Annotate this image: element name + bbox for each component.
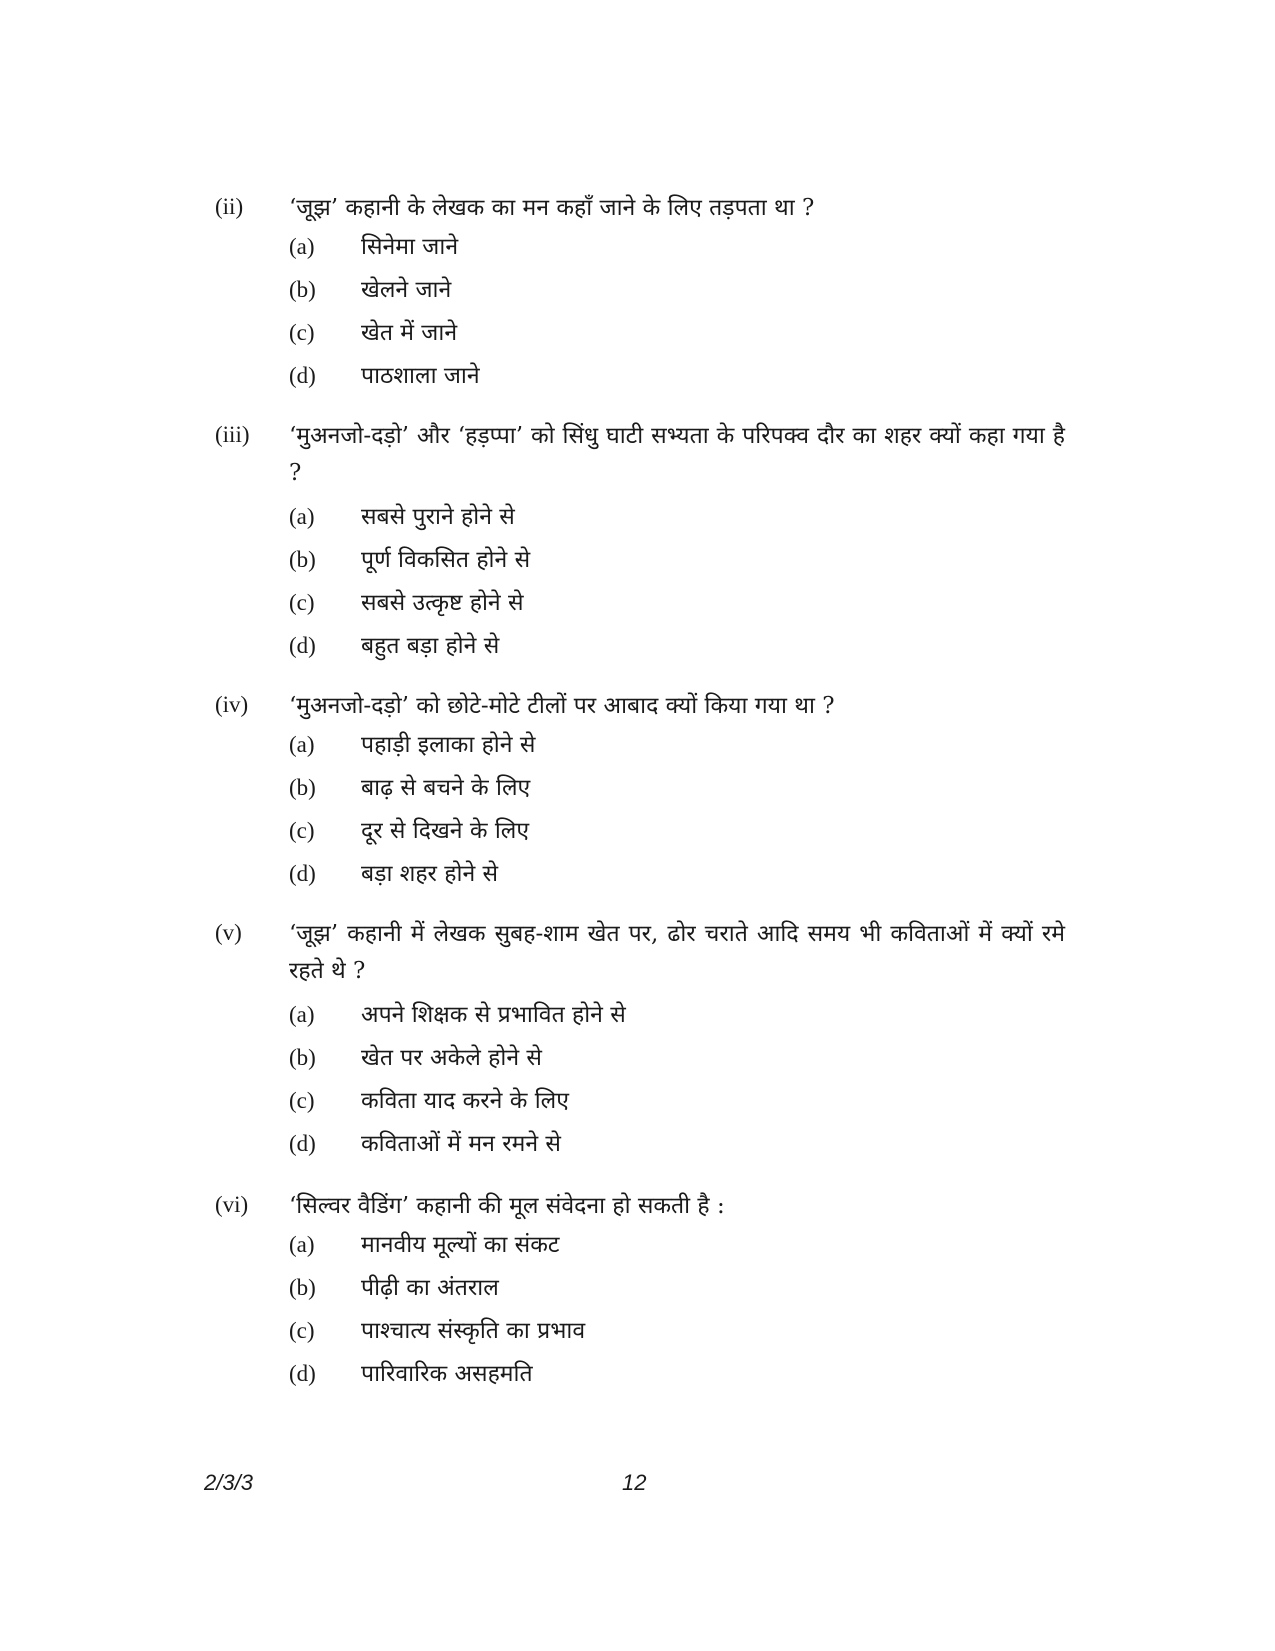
paper-code: 2/3/3 (204, 1470, 253, 1495)
option-text: पहाड़ी इलाका होने से (361, 732, 536, 758)
option-label: (d) (289, 1361, 316, 1386)
option-list (289, 728, 989, 900)
option-b (289, 1041, 989, 1084)
option-label: (c) (289, 1088, 315, 1113)
option-a (289, 500, 989, 543)
question-text: ‘मुअनजो-दड़ो’ और ‘हड़प्पा’ को सिंधु घाटी सभ्यता के परिपक्व दौर का शहर क्यों कहा गया है ? (289, 423, 1065, 486)
option-list (289, 1228, 989, 1400)
option-label: (a) (289, 504, 315, 529)
option-text: पारिवारिक असहमति (361, 1361, 533, 1387)
option-text: पीढ़ी का अंतराल (361, 1275, 499, 1301)
option-label: (c) (289, 818, 315, 843)
option-c (289, 316, 989, 359)
option-text: सबसे पुराने होने से (361, 504, 515, 530)
question-number: (vi) (215, 1192, 249, 1217)
option-list (289, 998, 989, 1170)
option-text: पाठशाला जाने (361, 363, 480, 389)
option-label: (a) (289, 732, 315, 757)
question-number: (iv) (215, 692, 249, 717)
option-label: (b) (289, 775, 316, 800)
option-text: कविताओं में मन रमने से (361, 1131, 561, 1157)
question-text: ‘मुअनजो-दड़ो’ को छोटे-मोटे टीलों पर आबाद क्यों किया गया था ? (289, 693, 835, 719)
option-label: (b) (289, 1275, 316, 1300)
option-text: सिनेमा जाने (361, 234, 459, 260)
option-label: (b) (289, 1045, 316, 1070)
option-label: (b) (289, 277, 316, 302)
question-text: ‘जूझ’ कहानी के लेखक का मन कहाँ जाने के लिए तड़पता था ? (289, 195, 815, 221)
option-text: बड़ा शहर होने से (361, 861, 499, 887)
option-c (289, 1084, 989, 1127)
option-list (289, 500, 989, 672)
option-text: सबसे उत्कृष्ट होने से (361, 590, 524, 616)
option-text: खेलने जाने (361, 277, 452, 303)
option-label: (a) (289, 1232, 315, 1257)
option-label: (d) (289, 861, 316, 886)
option-label: (c) (289, 590, 315, 615)
option-text: बहुत बड़ा होने से (361, 633, 500, 659)
option-b (289, 543, 989, 586)
option-text: पाश्चात्य संस्कृति का प्रभाव (361, 1318, 586, 1344)
option-list (289, 230, 989, 402)
question-text: ‘जूझ’ कहानी में लेखक सुबह-शाम खेत पर, ढोर चराते आदि समय भी कविताओं में क्यों रमे रहते थे ? (289, 921, 1065, 984)
option-text: बाढ़ से बचने के लिए (361, 775, 531, 801)
option-text: अपने शिक्षक से प्रभावित होने से (361, 1002, 626, 1028)
question-number: (iii) (215, 422, 250, 447)
option-label: (d) (289, 633, 316, 658)
option-c (289, 586, 989, 629)
question-number: (ii) (215, 194, 244, 219)
option-a (289, 728, 989, 771)
option-text: खेत में जाने (361, 320, 458, 346)
option-c (289, 1314, 989, 1357)
option-label: (c) (289, 1318, 315, 1343)
option-b (289, 273, 989, 316)
option-d (289, 629, 989, 672)
option-text: पूर्ण विकसित होने से (361, 547, 531, 573)
option-text: खेत पर अकेले होने से (361, 1045, 542, 1071)
option-label: (d) (289, 1131, 316, 1156)
option-text: मानवीय मूल्यों का संकट (361, 1232, 560, 1258)
option-d (289, 1357, 989, 1400)
option-a (289, 1228, 989, 1271)
option-text: दूर से दिखने के लिए (361, 818, 530, 844)
option-label: (d) (289, 363, 316, 388)
option-d (289, 857, 989, 900)
option-label: (b) (289, 547, 316, 572)
option-label: (c) (289, 320, 315, 345)
option-a (289, 230, 989, 273)
option-d (289, 1127, 989, 1170)
option-c (289, 814, 989, 857)
option-text: कविता याद करने के लिए (361, 1088, 570, 1114)
option-b (289, 771, 989, 814)
option-label: (a) (289, 1002, 315, 1027)
question-number: (v) (215, 920, 242, 945)
option-d (289, 359, 989, 402)
question-text: ‘सिल्वर वैडिंग’ कहानी की मूल संवेदना हो सकती है : (289, 1193, 725, 1219)
page-number: 12 (622, 1470, 647, 1495)
option-a (289, 998, 989, 1041)
option-b (289, 1271, 989, 1314)
option-label: (a) (289, 234, 315, 259)
